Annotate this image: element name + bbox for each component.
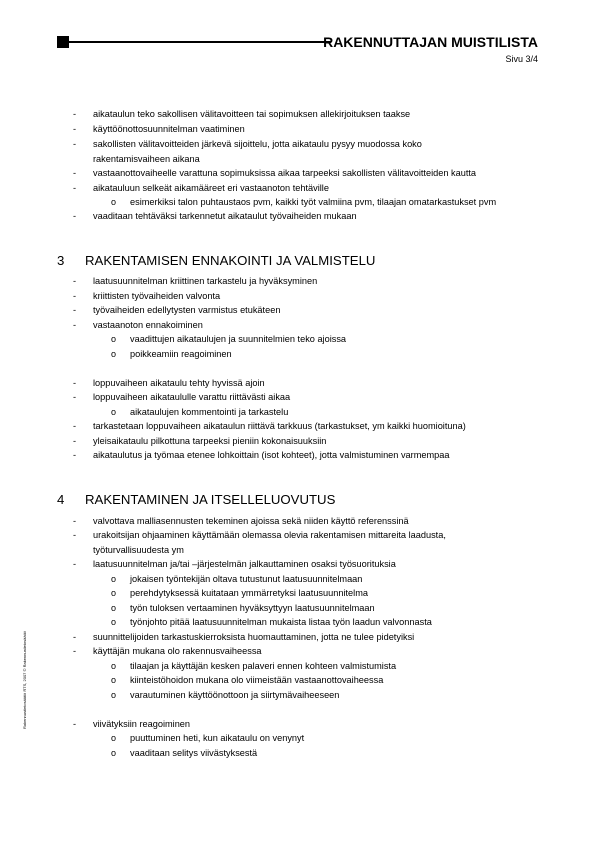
dash-bullet: - bbox=[73, 168, 77, 178]
dash-bullet: - bbox=[73, 450, 77, 460]
dash-bullet: - bbox=[73, 559, 77, 569]
circle-bullet: o bbox=[111, 349, 117, 359]
header-rule bbox=[69, 41, 331, 43]
section-number: 3 bbox=[57, 253, 65, 268]
circle-bullet: o bbox=[111, 675, 117, 685]
dash-bullet: - bbox=[73, 378, 77, 388]
dash-bullet: - bbox=[73, 109, 77, 119]
circle-bullet: o bbox=[111, 334, 117, 344]
dash-bullet: - bbox=[73, 320, 77, 330]
page-number: Sivu 3/4 bbox=[505, 54, 538, 64]
circle-bullet: o bbox=[111, 661, 117, 671]
circle-bullet: o bbox=[111, 617, 117, 627]
dash-bullet: - bbox=[73, 646, 77, 656]
circle-bullet: o bbox=[111, 574, 117, 584]
dash-bullet: - bbox=[73, 719, 77, 729]
document-title: RAKENNUTTAJAN MUISTILISTA bbox=[323, 34, 538, 50]
circle-bullet: o bbox=[111, 748, 117, 758]
circle-bullet: o bbox=[111, 197, 117, 207]
circle-bullet: o bbox=[111, 690, 117, 700]
dash-bullet: - bbox=[73, 211, 77, 221]
circle-bullet: o bbox=[111, 588, 117, 598]
dash-bullet: - bbox=[73, 516, 77, 526]
dash-bullet: - bbox=[73, 632, 77, 642]
dash-bullet: - bbox=[73, 392, 77, 402]
dash-bullet: - bbox=[73, 305, 77, 315]
dash-bullet: - bbox=[73, 421, 77, 431]
document-page: RAKENNUTTAJAN MUISTILISTA Sivu 3/4 - aikataulun teko sakollisen välitavoitteen tai sopimuksen allekirjoituksen taakse - käyttöönottosuunnitelman vaatiminen - sakollisten välitavoitteiden järkevä sijoittelu, jotta aikataulu pysyy muodossa koko rakentamisvaiheen aikana - vastaanottovaiheelle varattuna sopimuksissa aikaa tarpeeksi sakollisten välitavoitteiden kautta - aikatauluun selkeät aikamääreet eri vastaanoton tehtäville o esimerkiksi talon puhtaustaos pvm, kaikki työt valmiina pvm, tilaajan omatarkastukset pvm - vaaditaan tehtäväksi tarkennetut aikataulut työvaiheiden mukaan 3 RAKENTAMISEN ENNAKOINTI JA VALMISTELU - laatusuunnitelman kriittinen tarkastelu ja hyväksyminen - kriittisten työvaiheiden valvonta - työvaiheiden edellytysten varmistus etukäteen - vastaanoton ennakoiminen o vaadittujen aikataulujen ja suunnitelmien teko ajoissa o poikkeamiin reagoiminen - loppuvaiheen aikataulu tehty hyvissä ajoin - loppuvaiheen aikataululle varattu riittävästi aikaa o aikataulujen kommentointi ja tarkastelu - tarkastetaan loppuvaiheen aikataulun riittävä tarkkuus (tarkastukset, ym kaikki huomioituna) - yleisaikataulu pilkottuna tarpeeksi pieniin kokonaisuuksiin - aikataulutus ja työmaa etenee lohkoittain (isot kohteet), jotta valmistuminen varmempaa 4 RAKENTAMINEN JA ITSELLELUOVUTUS - valvottava malliasennusten tekeminen ajoissa sekä niiden käyttö referenssinä - urakoitsijan ohjaaminen käyttämään olemassa olevia rakentamisen mittareita laadusta, työturvallisuudesta ym - laatusuunnitelman ja/tai –järjestelmän jalkauttaminen osaksi työsuorituksia o jokaisen työntekijän oltava tutustunut laatusuunnitelmaan o perehdytyksessä kuitataan ymmärretyksi laatusuunnitelma o työn tuloksen vertaaminen hyväksyttyyn laatusuunnitelmaan o työnjohto pitää laatusuunnitelman mukaista listaa työn laadun valvonnasta - suunnittelijoiden tarkastuskierroksista huomauttaminen, jotta ne tulee pidetyiksi - käyttäjän mukana olo rakennusvaiheessa o tilaajan ja käyttäjän kesken palaveri ennen kohteen valmistumista o kiinteistöhoidon mukana olo viimeistään vastaanottovaiheessa o varautuminen käyttöönottoon ja siirtymävaiheeseen - viivätyksiin reagoiminen o puuttuminen heti, kun aikataulu on venynyt o vaaditaan selitys viivästyksestä Rakennustietosäätiö RTS, 2007 © Rakennustietosäätiö bbox=[22, 34, 538, 758]
dash-bullet: - bbox=[73, 276, 77, 286]
dash-bullet: - bbox=[73, 291, 77, 301]
section-title: RAKENTAMISEN ENNAKOINTI JA VALMISTELU bbox=[85, 253, 376, 268]
dash-bullet: - bbox=[73, 436, 77, 446]
dash-bullet: - bbox=[73, 183, 77, 193]
circle-bullet: o bbox=[111, 603, 117, 613]
section-title: RAKENTAMINEN JA ITSELLELUOVUTUS bbox=[85, 492, 336, 507]
dash-bullet: - bbox=[73, 124, 77, 134]
dash-bullet: - bbox=[73, 530, 77, 540]
circle-bullet: o bbox=[111, 407, 117, 417]
margin-copyright-text: Rakennustietosäätiö RTS, 2007 © Rakennustietosäätiö bbox=[22, 631, 27, 729]
header-square-mark bbox=[57, 36, 69, 48]
dash-bullet: - bbox=[73, 139, 77, 149]
section-number: 4 bbox=[57, 492, 65, 507]
circle-bullet: o bbox=[111, 733, 117, 743]
